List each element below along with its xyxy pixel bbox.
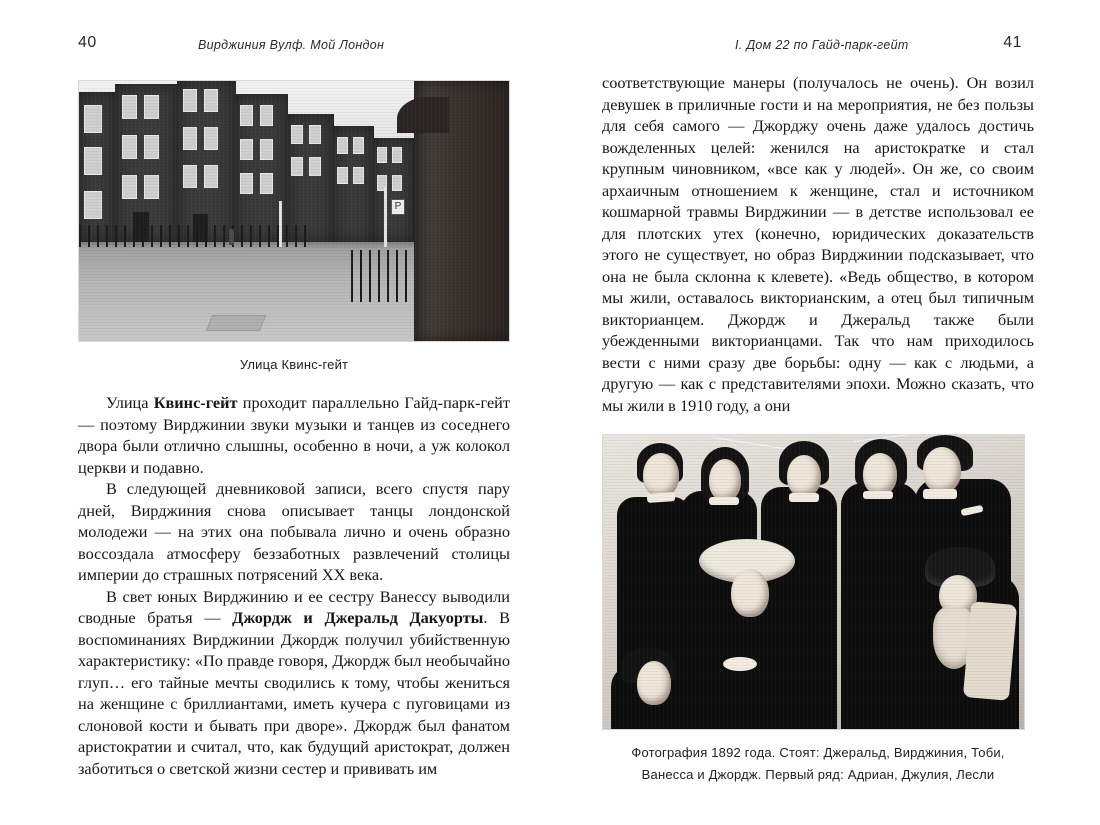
photo-face-adrian (637, 661, 671, 705)
photo-iron-railing (79, 225, 309, 247)
photo-building (115, 84, 178, 242)
right-text-column (602, 0, 1034, 786)
photo-building (287, 114, 334, 242)
stephen-family-1892-photograph (602, 434, 1025, 730)
paragraph-lead: Улица (106, 393, 154, 412)
running-head-left: Вирджиния Вулф. Мой Лондон (198, 38, 385, 52)
paragraph-duckworth-brothers (78, 586, 510, 780)
queens-gate-street-photograph (78, 80, 510, 342)
photo-face-gerald (643, 453, 679, 497)
photo-face-virginia (709, 459, 741, 501)
figure-queens-gate-street (78, 80, 510, 376)
photo-building (373, 138, 414, 242)
photo-iron-railing (351, 250, 415, 302)
caption-queens-gate-street: Улица Квинс-гейт (239, 357, 349, 372)
paragraph-quins-gate (78, 392, 510, 478)
figure-stephen-family-1892 (602, 434, 1034, 786)
photo-lamppost (279, 201, 282, 247)
photo-pedestrian (229, 229, 234, 245)
paragraph-rest: проходит параллельно Гайд-парк-гейт — поэтому Вирджинии звуки музыки и танцев из соседнего двора были отлично слышны, особенно в ночи, а уж колокол церкви и подавно. (78, 393, 510, 477)
caption-stephen-family-1892 (602, 742, 1034, 786)
folio-left-page-number: 40 (78, 34, 97, 51)
photo-lamppost (384, 187, 387, 247)
caption-line-1: Фотография 1892 года. Стоят: Джеральд, Вирджиния, Тоби, (631, 745, 1005, 760)
running-head-right: I. Дом 22 по Гайд-парк-гейт (735, 38, 909, 52)
photo-face-julia (731, 569, 769, 617)
paragraph-diary-entry: В следующей дневниковой записи, всего спустя пару дней, Вирджиния снова описывает танцы лондонской молодежи — на этих она побывала лично и очень образно воссоздала атмосферу беззаботных развлечений столицы империи до страшных потрясений XX века. (78, 479, 510, 584)
photo-parking-sign: P (391, 199, 405, 215)
photo-face-vanessa (863, 453, 897, 495)
caption-line-2: Ванесса и Джордж. Первый ряд: Адриан, Джулия, Лесли (641, 767, 995, 782)
photo-face-george (923, 447, 961, 493)
bold-street-name: Квинс-гейт (153, 393, 238, 412)
photo-building (333, 126, 374, 242)
paragraph-lead: В свет юных Вирджинию и ее сестру Ванессу выводили сводные братья — (78, 586, 510, 627)
paragraph-rest: . В воспоминаниях Вирджинии Джордж получил убийственную характеристику: «По правде говоря, Джордж был необычайно глуп… его тайные мечты сводились к тому, чтобы жениться на женщине с бриллиантами, иметь кучера с пуговицами из слоновой кости и бывать при дворе». Джордж был фанатом аристократии и считал, что, как будущий аристократ, должен заботиться о светской жизни сестер и прививать им (78, 608, 510, 778)
photo-building (79, 92, 116, 242)
photo-building (177, 80, 236, 242)
folio-right-page-number: 41 (1003, 34, 1022, 51)
paragraph-george-victorians: соответствующие манеры (получалось не очень). Он возил девушек в приличные гости и на мероприятия, не без пользы для себя самого — Джорджу очень даже удалось достичь вожделенных целей: женился на аристократке и стал крупным чиновником, «все как у людей». Он же, со своим архаичным отношением к женщине, стал и источником кошмарной травмы Вирджинии — в детстве использовал ее для плотских утех (конечно, юридических доказательств этого не существует, но образ Вирджинии подсказывает, что она не была склонна к клевете). «Ведь общество, в котором мы жили, оставалось викторианским, а отец был типичным викторианцем. Джордж и Джеральд также были убежденными викторианцами. Так что нам приходилось вести с ними сразу две борьбы: одну — как с людьми, а другую — как с представителями эпохи. Можно сказать, что мы жили в 1910 году, а они (602, 73, 1034, 415)
bold-duckworth-names: Джордж и Джеральд Дакуорты (232, 608, 484, 627)
photo-face-thoby (787, 455, 821, 497)
photo-manhole-cover (206, 315, 266, 331)
photo-person-julia (683, 613, 813, 729)
left-text-column (78, 0, 510, 779)
